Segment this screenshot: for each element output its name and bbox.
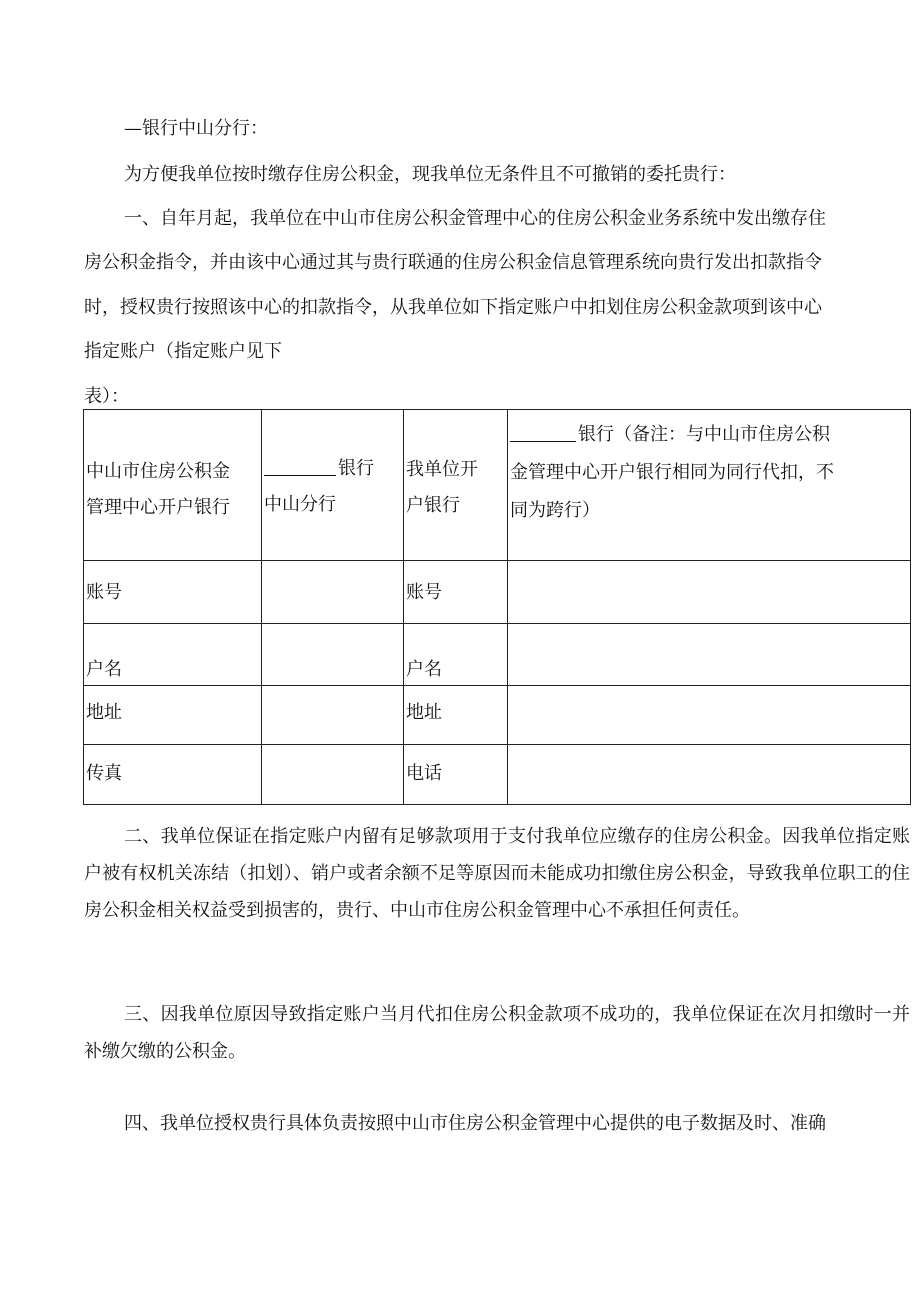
clause1-line4: 指定账户（指定账户见下 [84, 341, 282, 362]
fax-label: 传真 [86, 763, 122, 784]
center-bank-value-2: 中山分行 [264, 494, 336, 515]
table-cell [84, 561, 262, 624]
unit-bank-note-1: 银行（备注：与中山市住房公积 [578, 424, 830, 445]
table-cell [262, 745, 404, 805]
blank-line [510, 425, 576, 442]
address-label: 地址 [86, 702, 122, 723]
table-cell [84, 410, 262, 561]
unit-account-number-label: 账号 [406, 582, 442, 603]
clause3-paragraph: 三、因我单位原因导致指定账户当月代扣住房公积金款项不成功的，我单位保证在次月扣缴时一并补缴欠缴的公积金。 [84, 1004, 910, 1062]
table-cell [508, 745, 911, 805]
salutation: —银行中山分行： [124, 118, 268, 139]
unit-bank-note-2: 金管理中心开户银行相同为同行代扣，不 [510, 462, 834, 483]
center-bank-label-1: 中山市住房公积金 [86, 461, 230, 482]
table-row [84, 686, 911, 745]
table-cell [84, 745, 262, 805]
table-cell [404, 745, 508, 805]
unit-bank-label-2: 户银行 [406, 495, 460, 516]
clause1-line5: 表）： [84, 386, 129, 407]
table-cell [404, 686, 508, 745]
table-row [84, 410, 911, 561]
unit-account-name-label: 户名 [406, 659, 442, 680]
clause2-paragraph: 二、我单位保证在指定账户内留有足够款项用于支付我单位应缴存的住房公积金。因我单位指定账户被有权机关冻结（扣划）、销户或者余额不足等原因而未能成功扣缴住房公积金，导致我单位职工的住房公积金相关权益受到损害的，贵行、中山市住房公积金管理中心不承担任何责任。 [84, 826, 910, 921]
table-cell [262, 561, 404, 624]
table-cell [262, 410, 404, 561]
table-cell [508, 561, 911, 624]
table-row [84, 561, 911, 624]
intro-paragraph: 为方便我单位按时缴存住房公积金，现我单位无条件且不可撤销的委托贵行： [124, 164, 736, 185]
clause1-line2: 房公积金指令，并由该中心通过其与贵行联通的住房公积金信息管理系统向贵行发出扣款指令 [84, 252, 822, 273]
blank-line [264, 459, 336, 476]
table-row [84, 745, 911, 805]
clause4-line1: 四、我单位授权贵行具体负责按照中山市住房公积金管理中心提供的电子数据及时、准确 [124, 1113, 826, 1134]
clause1-line3: 时，授权贵行按照该中心的扣款指令，从我单位如下指定账户中扣划住房公积金款项到该中心 [84, 297, 822, 318]
table-cell [404, 561, 508, 624]
table-cell [84, 686, 262, 745]
unit-bank-note-3: 同为跨行） [510, 500, 600, 521]
table-cell [508, 624, 911, 686]
center-bank-label-2: 管理中心开户银行 [86, 497, 230, 518]
table-cell [508, 410, 911, 561]
unit-bank-label-1: 我单位开 [406, 459, 478, 480]
table-row [84, 624, 911, 686]
table-cell [84, 624, 262, 686]
account-number-label: 账号 [86, 582, 122, 603]
table-cell [404, 624, 508, 686]
unit-address-label: 地址 [406, 702, 442, 723]
table-cell [508, 686, 911, 745]
account-table [83, 409, 911, 805]
table-cell [262, 624, 404, 686]
table-cell [262, 686, 404, 745]
phone-label: 电话 [406, 763, 442, 784]
center-bank-value-1: 银行 [338, 458, 374, 479]
clause1-line1: 一、自年月起，我单位在中山市住房公积金管理中心的住房公积金业务系统中发出缴存住 [124, 208, 826, 229]
table-cell [404, 410, 508, 561]
account-name-label: 户名 [86, 659, 122, 680]
